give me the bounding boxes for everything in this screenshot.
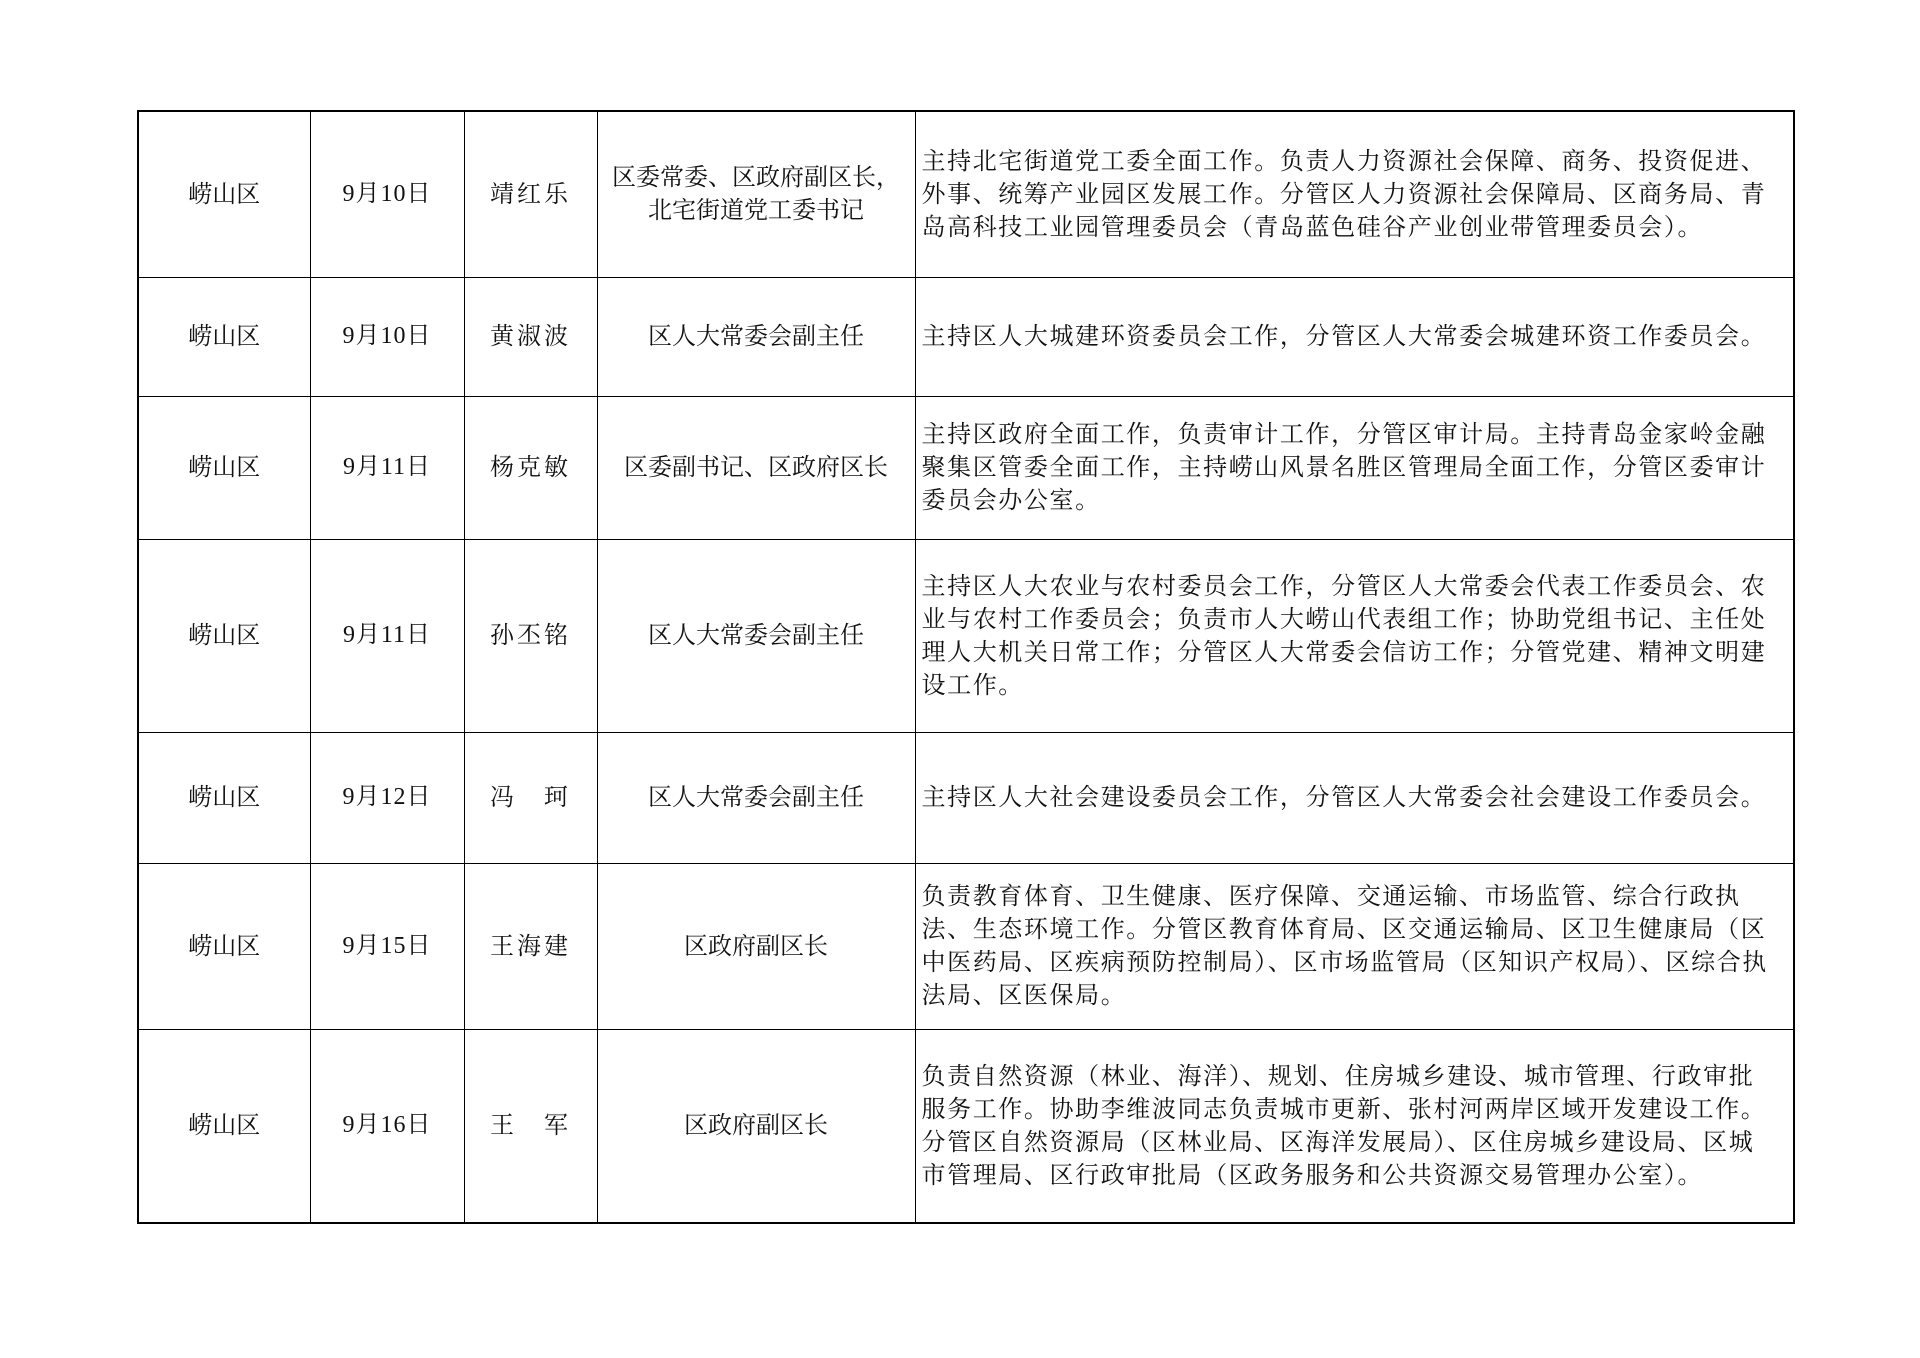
duties-cell: 主持北宅街道党工委全面工作。负责人力资源社会保障、商务、投资促进、外事、统筹产业园区发展工作。分管区人力资源社会保障局、区商务局、青岛高科技工业园管理委员会（青岛蓝色硅谷产业创业带管理委员会）。 [915, 111, 1794, 277]
name-cell: 王 军 [464, 1029, 597, 1223]
duties-cell: 负责教育体育、卫生健康、医疗保障、交通运输、市场监管、综合行政执法、生态环境工作。分管区教育体育局、区交通运输局、区卫生健康局（区中医药局、区疾病预防控制局）、区市场监管局（区知识产权局）、区综合执法局、区医保局。 [915, 863, 1794, 1029]
district-cell: 崂山区 [138, 1029, 310, 1223]
name-cell: 黄淑波 [464, 277, 597, 396]
table-row [138, 277, 1794, 396]
district-cell: 崂山区 [138, 863, 310, 1029]
name-cell: 杨克敏 [464, 396, 597, 539]
name-cell: 靖红乐 [464, 111, 597, 277]
date-cell: 9月12日 [310, 732, 464, 863]
date-cell: 9月10日 [310, 111, 464, 277]
duties-cell: 主持区政府全面工作，负责审计工作，分管区审计局。主持青岛金家岭金融聚集区管委全面工作，主持崂山风景名胜区管理局全面工作，分管区委审计委员会办公室。 [915, 396, 1794, 539]
district-cell: 崂山区 [138, 111, 310, 277]
position-cell: 区政府副区长 [597, 1029, 915, 1223]
officials-schedule-table [137, 110, 1795, 1224]
name-cell: 孙丕铭 [464, 539, 597, 732]
district-cell: 崂山区 [138, 539, 310, 732]
date-cell: 9月11日 [310, 539, 464, 732]
position-cell: 区委副书记、区政府区长 [597, 396, 915, 539]
district-cell: 崂山区 [138, 277, 310, 396]
district-cell: 崂山区 [138, 732, 310, 863]
date-cell: 9月16日 [310, 1029, 464, 1223]
name-cell: 王海建 [464, 863, 597, 1029]
duties-cell: 主持区人大社会建设委员会工作，分管区人大常委会社会建设工作委员会。 [915, 732, 1794, 863]
table-row [138, 539, 1794, 732]
table-row [138, 396, 1794, 539]
duties-cell: 负责自然资源（林业、海洋）、规划、住房城乡建设、城市管理、行政审批服务工作。协助李维波同志负责城市更新、张村河两岸区域开发建设工作。分管区自然资源局（区林业局、区海洋发展局）、区住房城乡建设局、区城市管理局、区行政审批局（区政务服务和公共资源交易管理办公室）。 [915, 1029, 1794, 1223]
date-cell: 9月15日 [310, 863, 464, 1029]
date-cell: 9月10日 [310, 277, 464, 396]
date-cell: 9月11日 [310, 396, 464, 539]
position-cell: 区人大常委会副主任 [597, 539, 915, 732]
duties-cell: 主持区人大农业与农村委员会工作，分管区人大常委会代表工作委员会、农业与农村工作委员会；负责市人大崂山代表组工作；协助党组书记、主任处理人大机关日常工作；分管区人大常委会信访工作；分管党建、精神文明建设工作。 [915, 539, 1794, 732]
duties-cell: 主持区人大城建环资委员会工作，分管区人大常委会城建环资工作委员会。 [915, 277, 1794, 396]
position-cell: 区人大常委会副主任 [597, 732, 915, 863]
table-row [138, 863, 1794, 1029]
table-row [138, 732, 1794, 863]
table-row [138, 1029, 1794, 1223]
position-cell: 区委常委、区政府副区长，北宅街道党工委书记 [597, 111, 915, 277]
district-cell: 崂山区 [138, 396, 310, 539]
name-cell: 冯 珂 [464, 732, 597, 863]
position-cell: 区人大常委会副主任 [597, 277, 915, 396]
position-cell: 区政府副区长 [597, 863, 915, 1029]
table-row [138, 111, 1794, 277]
